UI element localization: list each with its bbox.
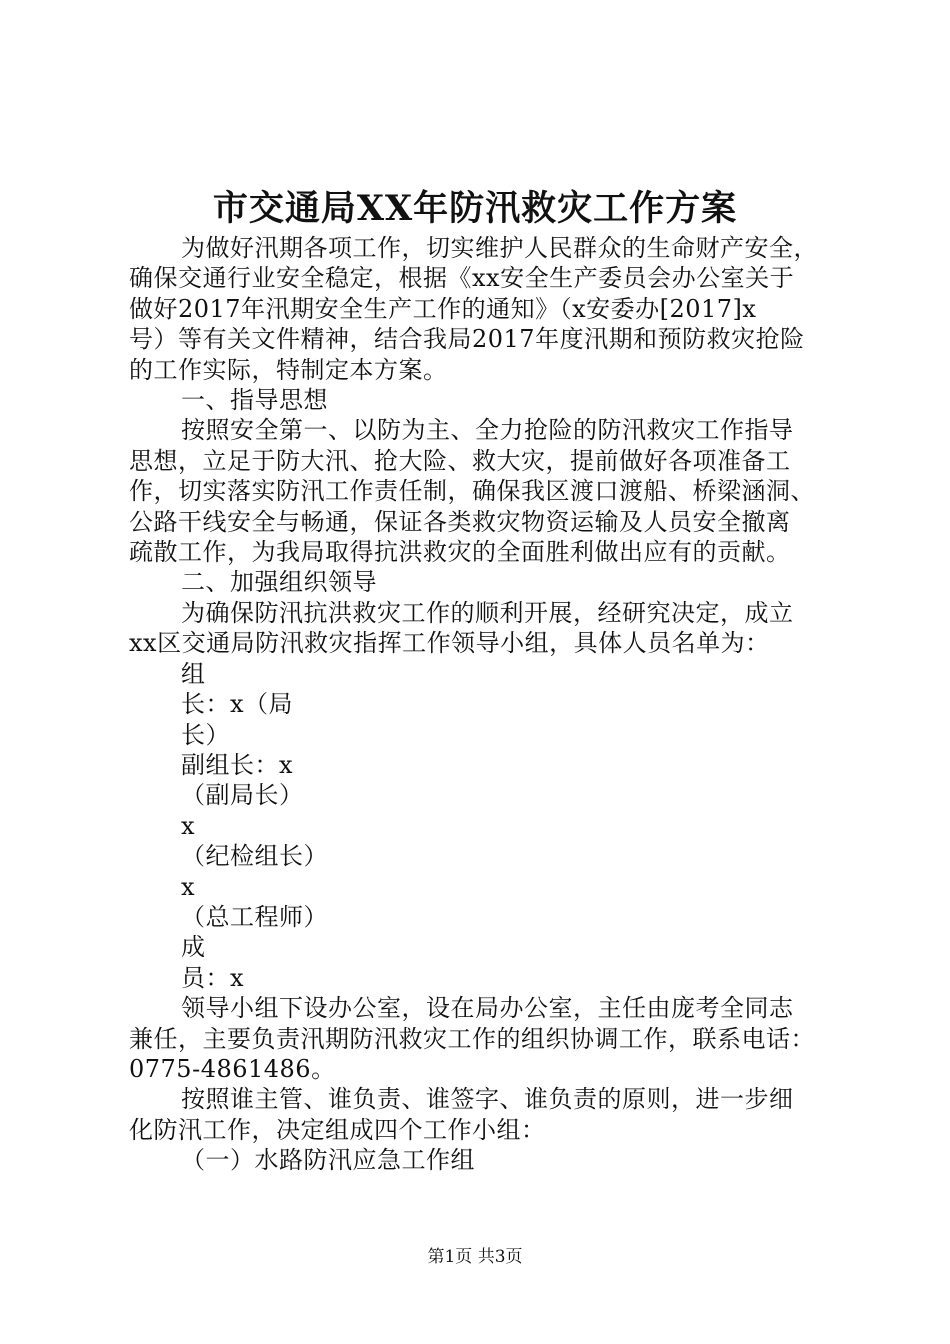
paragraph-line: 按照谁主管、谁负责、谁签字、谁负责的原则，进一步细 bbox=[181, 1085, 794, 1114]
member-line: 组 bbox=[181, 659, 206, 688]
paragraph-line: 疏散工作，为我局取得抗洪救灾的全面胜利做出应有的贡献。 bbox=[129, 538, 791, 567]
paragraph-line: 号）等有关文件精神，结合我局2017年度汛期和预防救灾抢险 bbox=[129, 325, 805, 354]
paragraph-line: 确保交通行业安全稳定，根据《xx安全生产委员会办公室关于 bbox=[129, 264, 795, 293]
member-line: 副组长：x bbox=[181, 750, 294, 779]
page-footer: 第1页 共3页 bbox=[427, 1247, 523, 1267]
paragraph-line: 兼任，主要负责汛期防汛救灾工作的组织协调工作，联系电话： bbox=[129, 1024, 815, 1053]
paragraph-line: 思想，立足于防大汛、抢大险、救大灾，提前做好各项准备工 bbox=[129, 446, 791, 475]
member-line: 长） bbox=[181, 720, 230, 749]
paragraph-line: 0775-4861486。 bbox=[129, 1054, 336, 1083]
member-line: 成 bbox=[181, 933, 206, 962]
paragraph-line: 领导小组下设办公室，设在局办公室，主任由庞考全同志 bbox=[181, 994, 794, 1023]
member-line: （总工程师） bbox=[181, 902, 328, 931]
paragraph-line: 化防汛工作，决定组成四个工作小组： bbox=[129, 1115, 546, 1144]
paragraph-line: 做好2017年汛期安全生产工作的通知》（x安委办[2017]x bbox=[129, 294, 757, 323]
section-heading: 一、指导思想 bbox=[181, 386, 328, 415]
member-line: x bbox=[181, 872, 196, 901]
paragraph-line: 作，切实落实防汛工作责任制，确保我区渡口渡船、桥梁涵洞、 bbox=[129, 477, 815, 506]
paragraph-line: 的工作实际，特制定本方案。 bbox=[129, 355, 448, 384]
member-line: 员：x bbox=[181, 963, 245, 992]
paragraph-line: 按照安全第一、以防为主、全力抢险的防汛救灾工作指导 bbox=[181, 416, 794, 445]
paragraph-line: 公路干线安全与畅通，保证各类救灾物资运输及人员安全撤离 bbox=[129, 507, 791, 536]
paragraph-line: xx区交通局防汛救灾指挥工作领导小组，具体人员名单为： bbox=[129, 629, 770, 658]
subsection-heading: （一）水路防汛应急工作组 bbox=[181, 1146, 475, 1175]
member-line: 长：x（局 bbox=[181, 690, 294, 719]
member-line: （纪检组长） bbox=[181, 842, 328, 871]
section-heading: 二、加强组织领导 bbox=[181, 568, 377, 597]
paragraph-line: 为做好汛期各项工作，切实维护人民群众的生命财产安全， bbox=[181, 234, 818, 262]
member-line: （副局长） bbox=[181, 781, 304, 810]
document-body bbox=[129, 233, 829, 1176]
member-line: x bbox=[181, 811, 196, 840]
paragraph-line: 为确保防汛抗洪救灾工作的顺利开展，经研究决定，成立 bbox=[181, 598, 794, 627]
document-title: 市交通局XX年防汛救灾工作方案 bbox=[212, 188, 738, 229]
